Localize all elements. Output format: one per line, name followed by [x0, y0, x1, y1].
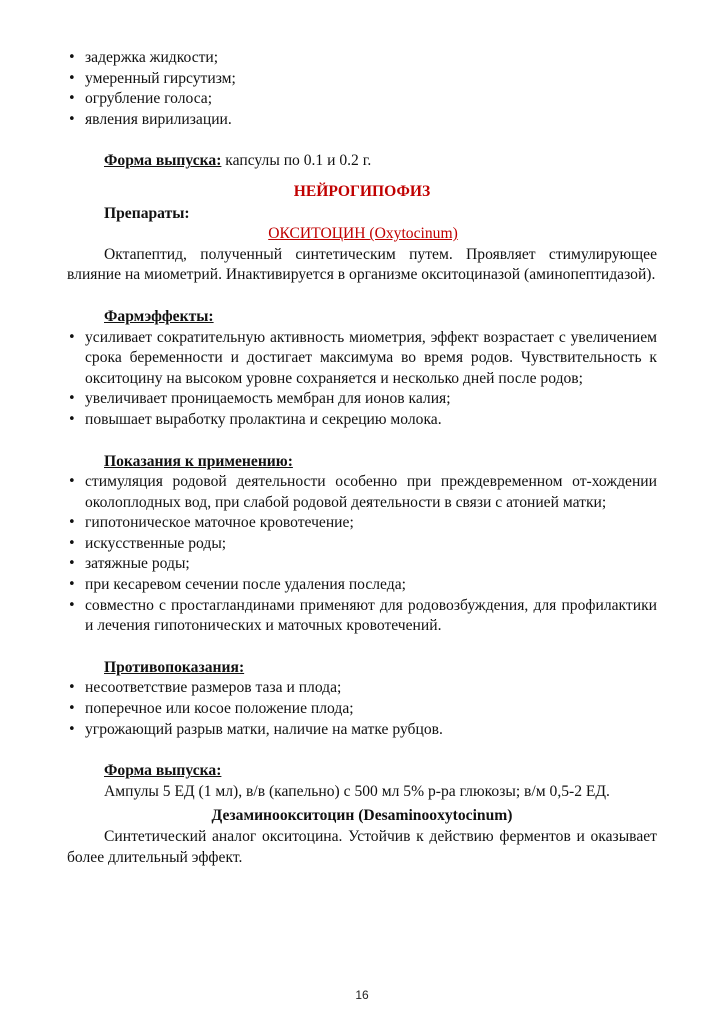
list-item: • поперечное или косое положение плода;: [67, 699, 657, 720]
release-form-label: Форма выпуска:: [104, 152, 222, 170]
desamino-title: Дезаминоокситоцин (Desaminooxytocinum): [211, 807, 513, 825]
list-item: • угрожающий разрыв матки, наличие на матке рубцов.: [67, 720, 657, 741]
document-page: [67, 48, 657, 868]
release-form-line-1: [67, 151, 657, 172]
list-item: • огрубление голоса;: [67, 89, 657, 110]
list-item: • усиливает сократительную активность миометрия, эффект возрастает с увеличением срока беременности и достигает максимума во время родов. Чувствительность к окситоцину на высоком уровне сохраняется и несколько дней после родов;: [67, 328, 657, 390]
list-item: • затяжные роды;: [67, 554, 657, 575]
list-item: • совместно с простагландинами применяют для родовозбуждения, для профилактики и лечения гипотонических и маточных кровотечений.: [67, 596, 657, 637]
list-item: • повышает выработку пролактина и секрецию молока.: [67, 410, 657, 431]
list-item: • гипотоническое маточное кровотечение;: [67, 513, 657, 534]
preparations-label: Препараты:: [104, 204, 190, 222]
list-item: • увеличивает проницаемость мембран для ионов калия;: [67, 389, 657, 410]
contraindications-heading: [67, 658, 657, 679]
release-form-text: капсулы по 0.1 и 0.2 г.: [221, 152, 372, 170]
contraindications-list: [67, 678, 657, 740]
list-item: • при кесаревом сечении после удаления последа;: [67, 575, 657, 596]
release-form-text: Ампулы 5 ЕД (1 мл), в/в (капельно) с 500 мл 5% р-ра глюкозы; в/м 0,5-2 ЕД.: [104, 782, 610, 800]
list-item: • несоответствие размеров таза и плода;: [67, 678, 657, 699]
pharm-effects-list: [67, 328, 657, 431]
indications-label: Показания к применению:: [104, 452, 293, 470]
release-form-label: Форма выпуска:: [104, 762, 222, 780]
pharm-effects-label: Фармэффекты:: [104, 307, 214, 325]
list-item: • задержка жидкости;: [67, 48, 657, 69]
page-number: 16: [355, 988, 369, 1002]
drug-name-link[interactable]: ОКСИТОЦИН (Oxytocinum): [268, 225, 458, 243]
list-item: • явления вирилизации.: [67, 110, 657, 131]
release-form-heading-2: [67, 761, 657, 782]
drug-description: Октапептид, полученный синтетическим путем. Проявляет стимулирующее влияние на миометрий. Инактивируется в организме окситоциназой (аминопептидазой).: [67, 245, 657, 284]
indications-list: [67, 472, 657, 637]
list-item: • искусственные роды;: [67, 534, 657, 555]
pharm-effects-heading: [67, 307, 657, 328]
desamino-text: Синтетический аналог окситоцина. Устойчив к действию ферментов и оказывает более длительный эффект.: [67, 828, 657, 866]
list-item: • стимуляция родовой деятельности особенно при преждевременном от-хождении околоплодных вод, при слабой родовой деятельности в связи с атонией матки;: [67, 472, 657, 513]
contraindications-label: Противопоказания:: [104, 658, 245, 676]
indications-heading: [67, 452, 657, 473]
side-effects-list: [67, 48, 657, 130]
section-title: НЕЙРОГИПОФИЗ: [293, 182, 431, 200]
list-item: • умеренный гирсутизм;: [67, 69, 657, 90]
